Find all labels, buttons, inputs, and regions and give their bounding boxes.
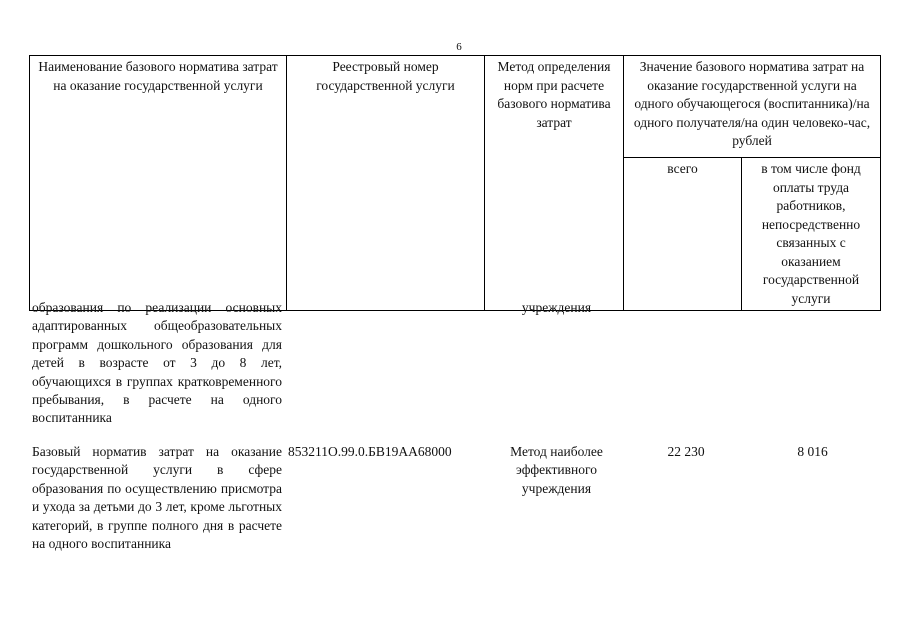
header-payroll-column: в том числе фонд оплаты труда работников, непосредственно связанных с оказанием государственной услуги [742,158,881,311]
row-2-payroll-value: 8 016 [797,444,828,459]
header-method-column: Метод определения норм при расчете базового норматива затрат [485,56,624,311]
header-name-column: Наименование базового норматива затрат на оказание государственной услуги [30,56,287,311]
cost-norm-table-header [29,55,881,311]
header-value-column: Значение базового норматива затрат на оказание государственной услуги на одного обучающегося (воспитанника)/на одного получателя/на один человеко-час, рублей [624,56,881,158]
header-registry-column: Реестровый номер государственной услуги [287,56,485,311]
row-1-name: образования по реализации основных адаптированных общеобразовательных программ дошкольного образования для детей в возрасте от 3 до 8 лет, обучающихся в группах кратковременного пребывания, в расчете на одного воспитанника [32,300,282,426]
row-1-method: учреждения [521,300,592,315]
row-2-total-value: 22 230 [667,444,705,459]
row-2-name: Базовый норматив затрат на оказание государственной услуги в сфере образования по осуществлению присмотра и ухода за детьми до 3 лет, кроме льготных категорий, в группе полного дня в расчете на одного воспитанника [32,444,282,552]
header-total-column: всего [624,158,742,311]
row-2-registry-number: 853211О.99.0.БВ19АА68000 [288,444,452,459]
row-2-method: Метод наиболее эффективного учреждения [510,444,603,496]
page-number: 6 [456,41,462,53]
